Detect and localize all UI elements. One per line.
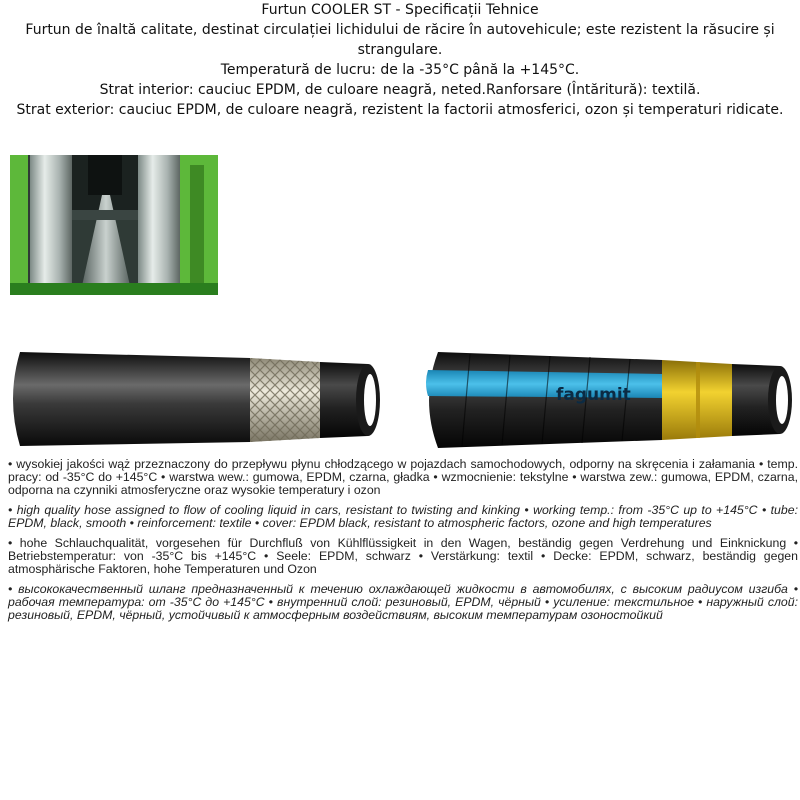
working-temperature: Temperatură de lucru: de la -35°C până la +145°C. [220, 62, 580, 78]
page-title: Furtun COOLER ST - Specificații Tehnice [261, 2, 539, 18]
header [0, 0, 800, 120]
brand-logo-text: fagumit [556, 385, 631, 405]
spec-english: • high quality hose assigned to flow of cooling liquid in cars, resistant to twisting and kinking • working temp.: from -35°C up to +145°C • tube: EPDM, black, smooth • reinforcement: textile • cover: EPDM black, resistant to atmospheric factors, ozone and high temperatures [8, 503, 798, 530]
multilingual-specs [8, 458, 798, 629]
hose-cutaway-branded [426, 352, 792, 448]
outer-layer-spec: Strat exterior: cauciuc EPDM, de culoare neagră, rezistent la factorii atmosferici, ozon și temperaturi ridicate. [16, 102, 784, 118]
hose-illustrations [0, 340, 800, 460]
hose-production-photo [10, 155, 218, 295]
description-line-2: strangulare. [357, 42, 443, 58]
hose-cutaway-textile-braid [13, 352, 380, 446]
spec-polish: • wysokiej jakości wąż przeznaczony do przepływu płynu chłodzącego w pojazdach samochodowych, odporny na skręcenia i załamania • temp. pracy: od -35°C do +145°C • warstwa wew.: gumowa, EPDM, czarna, gładka • wzmocnienie: tekstylne • warstwa zew.: gumowa, EPDM, czarna, odporna na czynniki atmosferyczne oraz wysokie temperatury i ozon [8, 457, 798, 497]
spec-russian: • высококачественный шланг предназначенный к течению охлаждающей жидкости в автомобилях, с высоким радиусом изгиба • рабочая температура: от -35°C до +145°C • внутренний слой: резиновый, EPDM, чёрный • усиление: текстильное • наружный слой: резиновый, EPDM, чёрный, устойчивый к атмосферным воздействиям, высоким температурам озоностойкий [8, 582, 798, 622]
inner-layer-spec: Strat interior: cauciuc EPDM, de culoare neagră, neted.Ranforsare (Întăritură): textilă. [99, 82, 701, 98]
description-line-1: Furtun de înaltă calitate, destinat circulației lichidului de răcire în autovehicule; este rezistent la răsucire și [25, 22, 775, 38]
spec-german: • hohe Schlauchqualität, vorgesehen für Durchfluß von Kühlflüssigkeit in den Wagen, beständig gegen Verdrehung und Einknickung • Betriebstemperatur: von -35°C bis +145°C • Seele: EPDM, schwarz • Verstärkung: textil • Decke: EPDM, schwarz, beständig gegen atmosphärische Faktoren, hohe Temperaturen und Ozon [8, 536, 798, 576]
